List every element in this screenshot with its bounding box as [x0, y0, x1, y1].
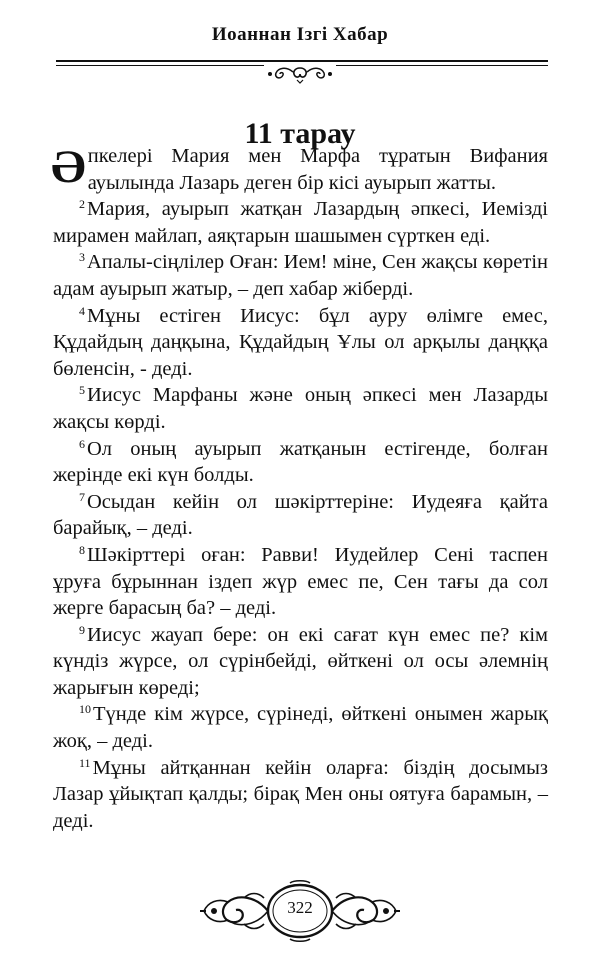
verse-text: Ол оның ауырып жатқанын естігенде, болған жерінде екі күн болды.: [53, 437, 548, 487]
verse: [53, 701, 548, 754]
verse-number: 4: [79, 303, 85, 318]
verse-number: 11: [79, 755, 91, 770]
verse: [53, 249, 548, 302]
verse: [53, 489, 548, 542]
verse-text: Иисус Марфаны және оның әпкесі мен Лазарды жақсы көрді.: [53, 384, 548, 433]
verse-number: 8: [79, 542, 85, 557]
verse-number: 2: [79, 197, 85, 212]
verse-number: 10: [79, 702, 91, 717]
verse: [53, 382, 548, 435]
verse-text: Түнде кім жүрсе, сүрінеді, өйткені онымен жарық жоқ, – деді.: [53, 703, 548, 753]
verse-number: 3: [79, 250, 85, 265]
header-rule-thick: [56, 60, 548, 62]
verse-text: Осыдан кейін ол шәкірттеріне: Иудеяға қайта барайық, – деді.: [53, 490, 548, 540]
verse: [53, 303, 548, 383]
verse: [53, 755, 548, 835]
verse-text: Мұны естіген Иисус: бұл ауру өлімге емес, Құдайдың даңқына, Құдайдың Ұлы ол арқылы даңққа бөленсін, - деді.: [53, 304, 548, 380]
drop-cap: Ә: [51, 141, 86, 193]
verse: [53, 436, 548, 489]
chapter-title: 11 тарау: [244, 117, 356, 150]
verse-number: 9: [79, 622, 85, 637]
verse-1: [53, 143, 548, 196]
verse-text: Шәкірттері оған: Равви! Иудейлер Сені таспен ұруға бұрыннан іздеп жүр емес пе, Сен тағы да сол жерге барасың ба? – деді.: [53, 543, 548, 620]
header-ornament-icon: [264, 64, 336, 84]
chapter-text: [53, 143, 548, 834]
verse-text: Иисус жауап бере: он екі сағат күн емес пе? кім күндіз жүрсе, ол сүрінбейді, өйткені ол осы әлемнің жарығын көреді;: [53, 623, 548, 699]
running-title: Иоаннан Ізгі Хабар: [211, 24, 389, 45]
verse-text: Мұны айтқаннан кейін оларға: біздің досымыз Лазар ұйықтап қалды; бірақ Мен оны оятуға барамын, – деді.: [53, 756, 548, 832]
page-number: 322: [287, 898, 313, 917]
verse-text: Апалы-сіңлілер Оған: Ием! міне, Сен жақсы көретін адам ауырып жатыр, – деп хабар жіберді.: [53, 251, 548, 300]
verse-number: 6: [79, 436, 85, 451]
verse: [53, 622, 548, 702]
verse-text: пкелері Мария мен Марфа тұратын Вифания ауылында Лазарь деген бір кісі ауырып жатты.: [87, 145, 548, 194]
verse-text: Мария, ауырып жатқан Лазардың әпкесі, Иемізді мирамен майлап, аяқтарын шашымен сүрткен еді.: [53, 198, 548, 247]
verse: [53, 196, 548, 249]
verse-number: 5: [79, 383, 85, 398]
verse: [53, 542, 548, 622]
verse-number: 7: [79, 489, 85, 504]
